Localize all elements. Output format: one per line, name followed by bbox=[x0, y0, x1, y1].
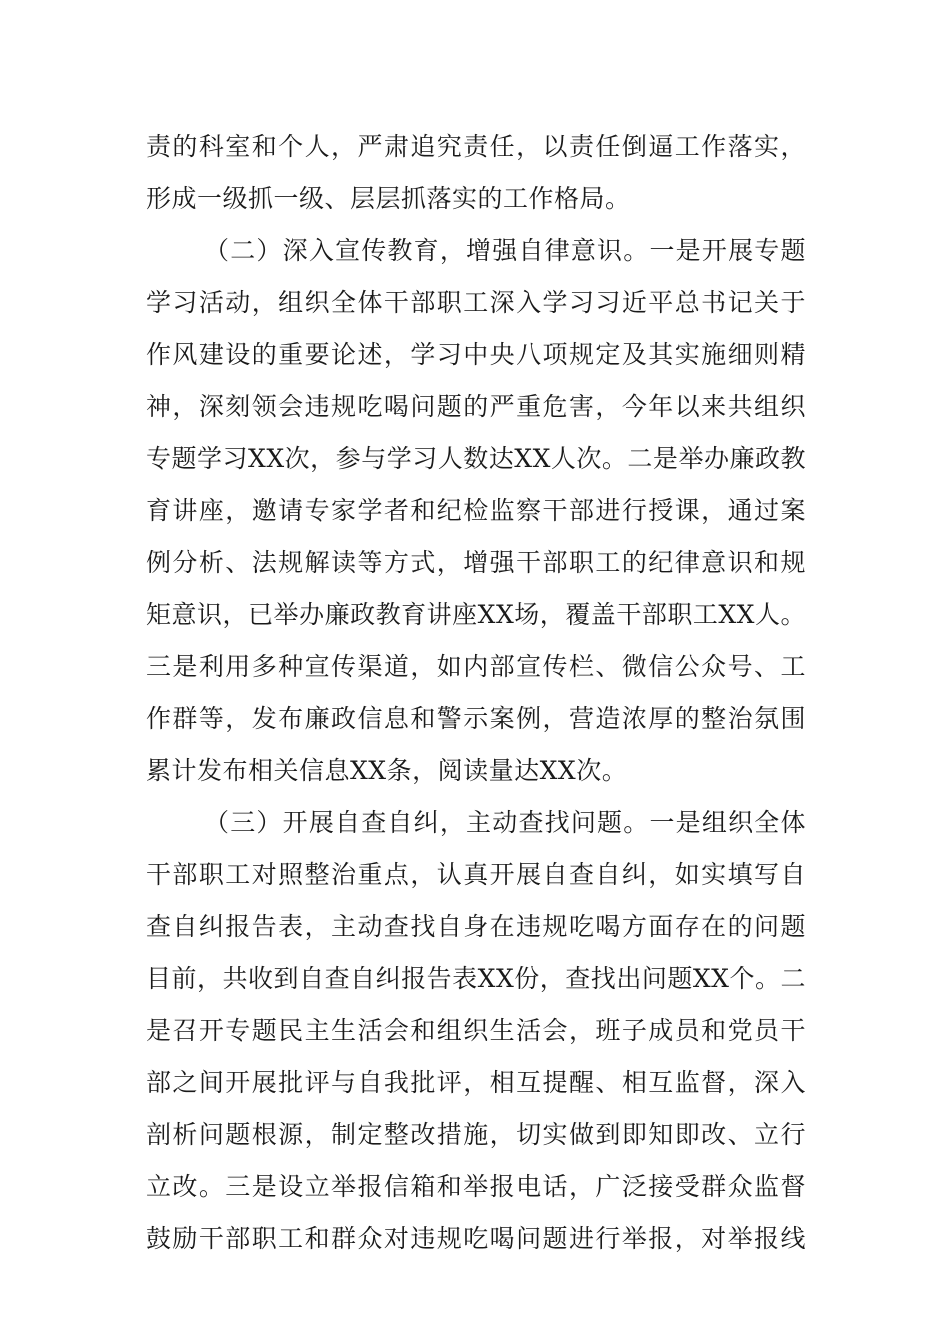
paragraph-line: 查自纠报告表，主动查找自身在违规吃喝方面存在的问题 bbox=[146, 912, 806, 941]
paragraph-line: 部之间开展批评与自我批评，相互提醒、相互监督，深入 bbox=[146, 1068, 806, 1097]
paragraph-line: 累计发布相关信息XX条，阅读量达XX次。 bbox=[146, 756, 628, 785]
paragraph-line: 学习活动，组织全体干部职工深入学习习近平总书记关于 bbox=[146, 288, 806, 317]
paragraph-line: 神，深刻领会违规吃喝问题的严重危害，今年以来共组织 bbox=[146, 392, 806, 421]
paragraph-line: 立改。三是设立举报信箱和举报电话，广泛接受群众监督 bbox=[146, 1172, 806, 1201]
paragraph-line: 形成一级抓一级、层层抓落实的工作格局。 bbox=[146, 184, 631, 213]
paragraph-line: 专题学习XX次，参与学习人数达XX人次。二是举办廉政教 bbox=[146, 444, 806, 473]
paragraph-line: 责的科室和个人，严肃追究责任，以责任倒逼工作落实， bbox=[146, 132, 806, 161]
section-heading-line: （三）开展自查自纠，主动查找问题。一是组织全体 bbox=[204, 808, 806, 837]
paragraph-line: 矩意识，已举办廉政教育讲座XX场，覆盖干部职工XX人。 bbox=[146, 600, 806, 629]
paragraph-line: 三是利用多种宣传渠道，如内部宣传栏、微信公众号、工 bbox=[146, 652, 806, 681]
document-body bbox=[146, 124, 806, 1268]
paragraph-line: 作风建设的重要论述，学习中央八项规定及其实施细则精 bbox=[146, 340, 806, 369]
paragraph-line: 是召开专题民主生活会和组织生活会，班子成员和党员干 bbox=[146, 1016, 806, 1045]
paragraph-line: 作群等，发布廉政信息和警示案例，营造浓厚的整治氛围 bbox=[146, 704, 806, 733]
paragraph-line: 例分析、法规解读等方式，增强干部职工的纪律意识和规 bbox=[146, 548, 806, 577]
paragraph-line: 鼓励干部职工和群众对违规吃喝问题进行举报，对举报线 bbox=[146, 1224, 806, 1253]
paragraph-line: 目前，共收到自查自纠报告表XX份，查找出问题XX个。二 bbox=[146, 964, 806, 993]
paragraph-line: 育讲座，邀请专家学者和纪检监察干部进行授课，通过案 bbox=[146, 496, 806, 525]
paragraph-line: 干部职工对照整治重点，认真开展自查自纠，如实填写自 bbox=[146, 860, 806, 889]
paragraph-line: 剖析问题根源，制定整改措施，切实做到即知即改、立行 bbox=[146, 1120, 806, 1149]
section-heading-line: （二）深入宣传教育，增强自律意识。一是开展专题 bbox=[204, 236, 806, 265]
